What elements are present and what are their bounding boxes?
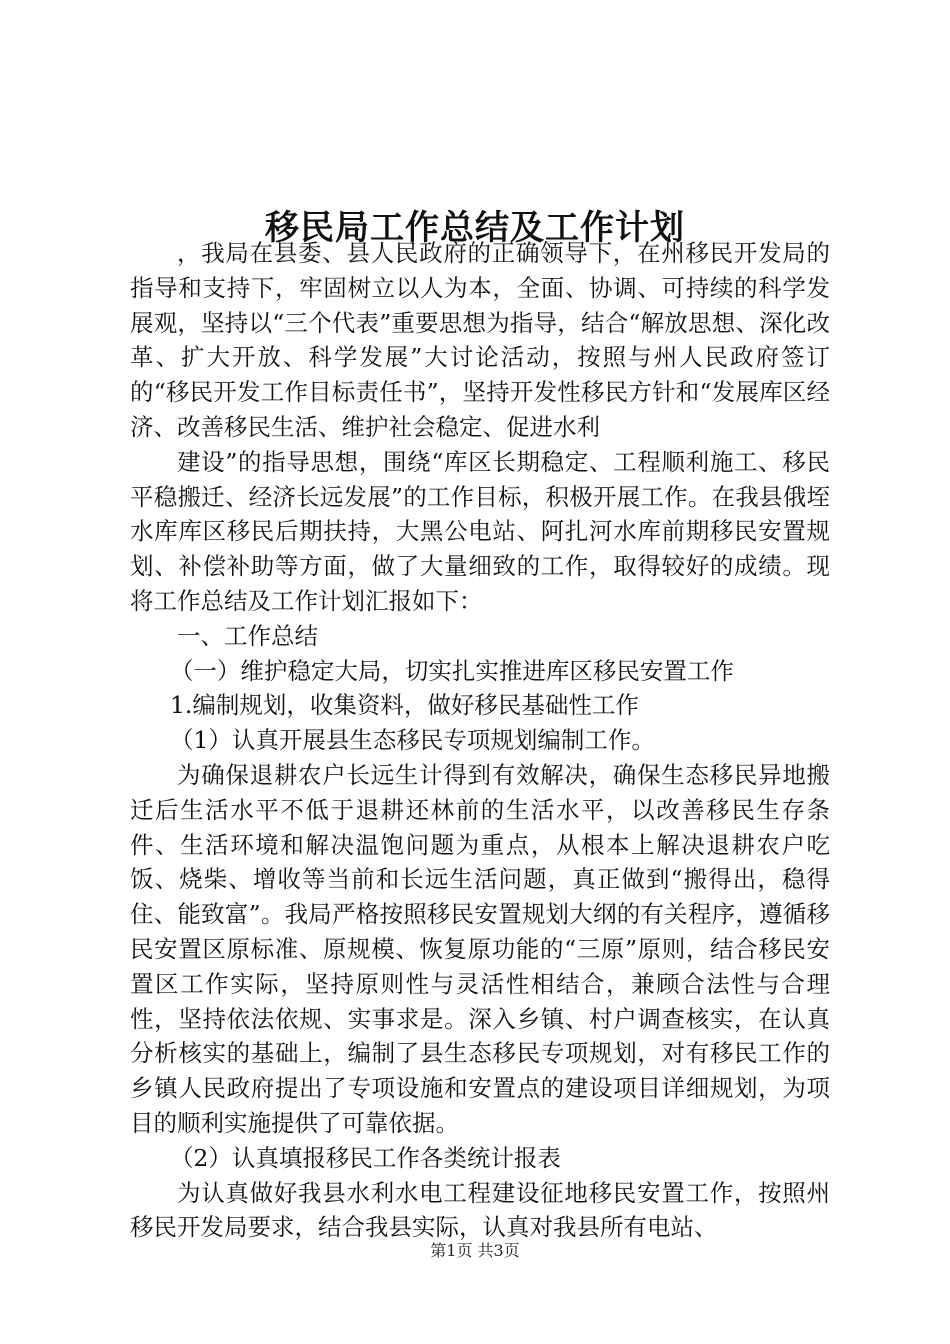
paragraph-statistics: 为认真做好我县水利水电工程建设征地移民安置工作，按照州移民开发局要求，结合我县实际，认真对我县所有电站、 bbox=[130, 1178, 830, 1242]
document-title: 移民局工作总结及工作计划 bbox=[265, 207, 685, 248]
paragraph-intro-continued: 建设”的指导思想，围绕“库区长期稳定、工程顺利施工、移民平稳搬迁、经济长远发展”的工作目标，积极开展工作。在我县俄垤水库库区移民后期扶持，大黑公电站、阿扎河水库前期移民安置规划、补偿补助等方面，做了大量细致的工作，取得较好的成绩。现将工作总结及工作计划汇报如下： bbox=[130, 447, 830, 615]
subsection-heading-stability: （一）维护稳定大局，切实扎实推进库区移民安置工作 bbox=[169, 656, 734, 685]
paragraph-ecological-plan: 为确保退耕农户长远生计得到有效解决，确保生态移民异地搬迁后生活水平不低于退耕还林前的生活水平，以改善移民生存条件、生活环境和解决温饱问题为重点，从根本上解决退耕农户吃饭、烧柴、增收等当前和长远生活问题，真正做到“搬得出，稳得住、能致富”。我局严格按照移民安置规划大纲的有关程序，遵循移民安置区原标准、原规模、恢复原功能的“三原”原则，结合移民安置区工作实际，坚持原则性与灵活性相结合，兼顾合法性与合理性，坚持依法依规、实事求是。深入乡镇、村户调查核实，在认真分析核实的基础上，编制了县生态移民专项规划，对有移民工作的乡镇人民政府提出了专项设施和安置点的建设项目详细规划，为项目的顺利实施提供了可靠依据。 bbox=[130, 760, 830, 1137]
item-heading-ecological-plan: （1）认真开展县生态移民专项规划编制工作。 bbox=[169, 726, 655, 755]
paragraph-intro: ，我局在县委、县人民政府的正确领导下，在州移民开发局的指导和支持下，牢固树立以人为本，全面、协调、可持续的科学发展观，坚持以“三个代表”重要思想为指导，结合“解放思想、深化改革、扩大开放、科学发展”大讨论活动，按照与州人民政府签订的“移民开发工作目标责任书”，坚持开发性移民方针和“发展库区经济、改善移民生活、维护社会稳定、促进水利 bbox=[130, 239, 830, 441]
item-heading-statistics: （2）认真填报移民工作各类统计报表 bbox=[169, 1143, 561, 1172]
item-heading-planning: 1.编制规划，收集资料，做好移民基础性工作 bbox=[169, 691, 639, 720]
document-body bbox=[130, 236, 830, 1245]
page-footer: 第1页 共3页 bbox=[430, 1241, 520, 1260]
section-heading-work-summary: 一、工作总结 bbox=[177, 621, 318, 650]
